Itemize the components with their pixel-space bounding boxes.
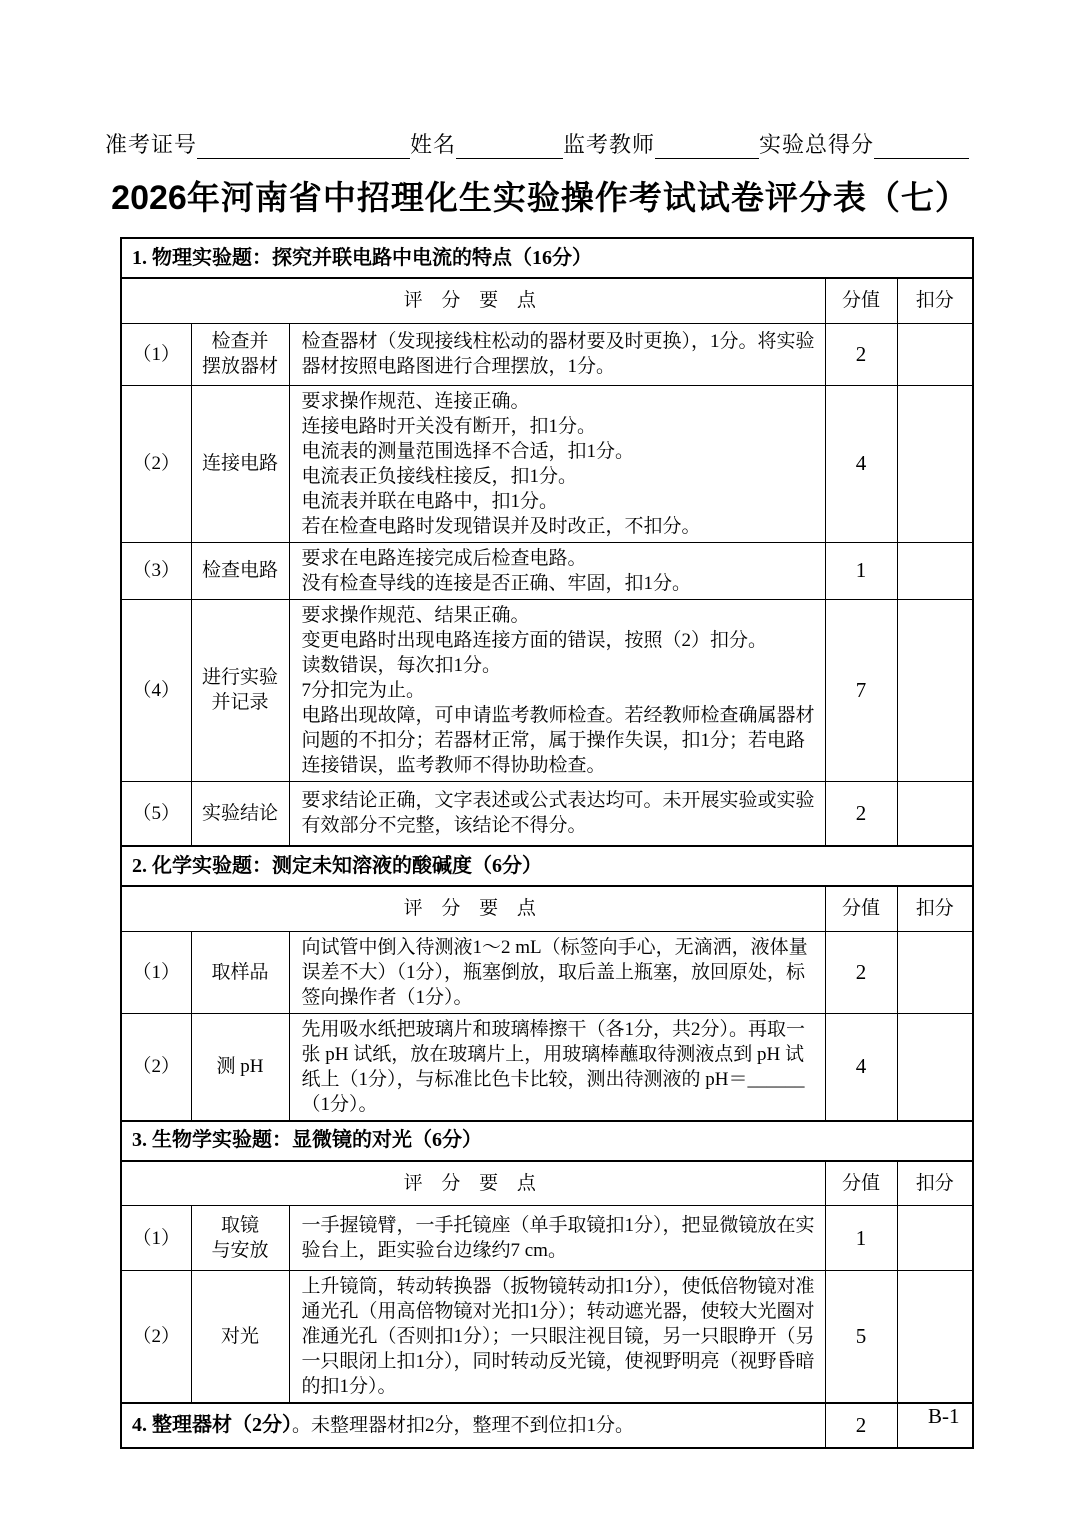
item-line: 与安放 (211, 1240, 269, 1261)
deduct-cell (897, 1013, 973, 1121)
criteria-line: 一手握镜臂，一手托镜座（单手取镜扣1分），把显微镜放在实验台上，距实验台边缘约7 cm。 (301, 1215, 815, 1261)
criteria-line: 变更电路时出现电路连接方面的错误，按照（2）扣分。 (301, 629, 768, 651)
row-number-cell: （1） (121, 1206, 191, 1271)
criteria-line: 连接电路时开关没有断开，扣1分。 (301, 415, 597, 437)
proctor-field (563, 128, 759, 159)
row-number-cell: （1） (121, 931, 191, 1013)
criteria-line: 上升镜筒，转动转换器（扳物镜转动扣1分），使低倍物镜对准通光孔（用高倍物镜对光扣1分）；转动遮光器，使较大光圈对准通光孔（否则扣1分）；一只眼注视目镜，另一只眼睁开（另一只眼闭上扣1分），同时转动反光镜，使视野明亮（视野昏暗的扣1分）。 (301, 1276, 815, 1397)
section-3-title: 3. 生物学实验题：显微镜的对光（6分） (121, 1121, 973, 1161)
score-value-cell: 5 (825, 1271, 897, 1404)
col-header-score: 分值 (825, 1161, 897, 1206)
row-number-cell: （4） (121, 599, 191, 781)
item-line: 检查并 (211, 331, 269, 352)
name-label: 姓名 (410, 132, 457, 157)
row-number-cell: （5） (121, 781, 191, 846)
row-number-cell: （3） (121, 542, 191, 599)
item-line: 检查电路 (201, 560, 278, 581)
criteria-line: 电流表的测量范围选择不合适，扣1分。 (301, 440, 635, 462)
col-header-criteria: 评 分 要 点 (121, 886, 825, 931)
deduct-cell (897, 931, 973, 1013)
row-item-cell (191, 385, 289, 542)
admission-number-label: 准考证号 (105, 132, 198, 157)
candidate-info-row (105, 128, 977, 159)
criteria-line: 若在检查电路时发现错误并及时改正，不扣分。 (301, 515, 701, 537)
deduct-cell (897, 781, 973, 846)
col-header-criteria: 评 分 要 点 (121, 278, 825, 323)
item-line: 并记录 (211, 692, 269, 713)
row-criteria-cell (289, 323, 825, 385)
row-number-cell: （1） (121, 323, 191, 385)
admission-number-field (105, 128, 410, 159)
criteria-line: 先用吸水纸把玻璃片和玻璃棒擦干（各1分，共2分）。再取一张 pH 试纸，放在玻璃片上，用玻璃棒蘸取待测液点到 pH 试纸上（1分），与标准比色卡比较，测出待测液的 pH＝______（1分）。 (301, 1018, 806, 1115)
row-item-cell (191, 542, 289, 599)
row-item-cell (191, 1206, 289, 1271)
criteria-line: 电流表正负接线柱接反，扣1分。 (301, 465, 578, 487)
row-number-cell: （2） (121, 1013, 191, 1121)
row-item-cell (191, 323, 289, 385)
section-4-cleanup-text (121, 1403, 825, 1448)
row-criteria-cell (289, 1013, 825, 1121)
item-line: 进行实验 (201, 667, 278, 688)
criteria-line: 要求在电路连接完成后检查电路。 (301, 547, 587, 569)
item-line: 测 pH (216, 1056, 264, 1077)
row-item-cell (191, 931, 289, 1013)
proctor-label: 监考教师 (563, 132, 656, 157)
score-value-cell: 2 (825, 323, 897, 385)
item-line: 取样品 (211, 961, 269, 983)
section-1-title: 1. 物理实验题：探究并联电路中电流的特点（16分） (121, 238, 973, 278)
deduct-cell (897, 542, 973, 599)
item-line: 连接电路 (201, 453, 278, 474)
score-value-cell: 2 (825, 931, 897, 1013)
admission-number-blank (197, 133, 410, 159)
criteria-line: 读数错误，每次扣1分。 (301, 654, 502, 676)
row-item-cell (191, 599, 289, 781)
row-number-cell: （2） (121, 385, 191, 542)
cleanup-rest-text: 。未整理器材扣2分，整理不到位扣1分。 (292, 1415, 635, 1436)
page-number: B-1 (928, 1404, 960, 1428)
criteria-line: 电路出现故障，可申请监考教师检查。若经教师检查确属器材问题的不扣分；若器材正常，属于操作失误，扣1分；若电路连接错误，监考教师不得协助检查。 (301, 704, 815, 776)
criteria-line: 向试管中倒入待测液1～2 mL（标签向手心，无滴洒，液体量误差不大）（1分），瓶塞倒放，取后盖上瓶塞，放回原处，标签向操作者（1分）。 (301, 936, 808, 1008)
section-2-title: 2. 化学实验题：测定未知溶液的酸碱度（6分） (121, 846, 973, 886)
row-criteria-cell (289, 599, 825, 781)
score-value-cell: 1 (825, 1206, 897, 1271)
score-value-cell: 2 (825, 1403, 897, 1448)
criteria-line: 要求操作规范、连接正确。 (301, 390, 530, 412)
item-line: 摆放器材 (201, 356, 278, 377)
col-header-score: 分值 (825, 886, 897, 931)
deduct-cell (897, 385, 973, 542)
score-value-cell: 4 (825, 1013, 897, 1121)
name-field (410, 128, 563, 159)
row-criteria-cell (289, 1206, 825, 1271)
row-item-cell (191, 781, 289, 846)
deduct-cell (897, 323, 973, 385)
deduct-cell (897, 1271, 973, 1404)
score-value-cell: 7 (825, 599, 897, 781)
deduct-cell (897, 599, 973, 781)
row-item-cell (191, 1271, 289, 1404)
item-line: 实验结论 (201, 802, 278, 824)
total-score-label: 实验总得分 (759, 132, 875, 157)
total-score-field (759, 128, 969, 159)
criteria-line: 检查器材（发现接线柱松动的器材要及时更换），1分。将实验器材按照电路图进行合理摆放，1分。 (301, 331, 815, 377)
row-criteria-cell (289, 781, 825, 846)
criteria-line: 要求结论正确，文字表述或公式表达均可。未开展实验或实验有效部分不完整，该结论不得分。 (301, 790, 815, 837)
name-blank (456, 133, 563, 159)
criteria-line: 电流表并联在电路中，扣1分。 (301, 490, 559, 512)
col-header-score: 分值 (825, 278, 897, 323)
row-criteria-cell (289, 385, 825, 542)
col-header-deduct: 扣分 (897, 1161, 973, 1206)
proctor-blank (655, 133, 759, 159)
row-number-cell: （2） (121, 1271, 191, 1404)
criteria-line: 没有检查导线的连接是否正确、牢固，扣1分。 (301, 572, 692, 594)
item-line: 对光 (220, 1326, 259, 1347)
title-text: 年河南省中招理化生实验操作考试试卷评分表（七） (186, 181, 969, 217)
score-value-cell: 2 (825, 781, 897, 846)
row-criteria-cell (289, 542, 825, 599)
title-year: 2026 (111, 179, 187, 217)
row-item-cell (191, 1013, 289, 1121)
score-value-cell: 1 (825, 542, 897, 599)
total-score-blank (874, 133, 969, 159)
cleanup-bold-text: 4. 整理器材（2分） (132, 1414, 292, 1436)
row-criteria-cell (289, 931, 825, 1013)
col-header-criteria: 评 分 要 点 (121, 1161, 825, 1206)
item-line: 取镜 (220, 1215, 259, 1236)
criteria-line: 7分扣完为止。 (301, 679, 426, 701)
score-value-cell: 4 (825, 385, 897, 542)
col-header-deduct: 扣分 (897, 886, 973, 931)
page-title (0, 172, 1080, 219)
deduct-cell (897, 1206, 973, 1271)
criteria-line: 要求操作规范、结果正确。 (301, 604, 530, 626)
row-criteria-cell (289, 1271, 825, 1404)
scoring-table (120, 237, 974, 1449)
col-header-deduct: 扣分 (897, 278, 973, 323)
